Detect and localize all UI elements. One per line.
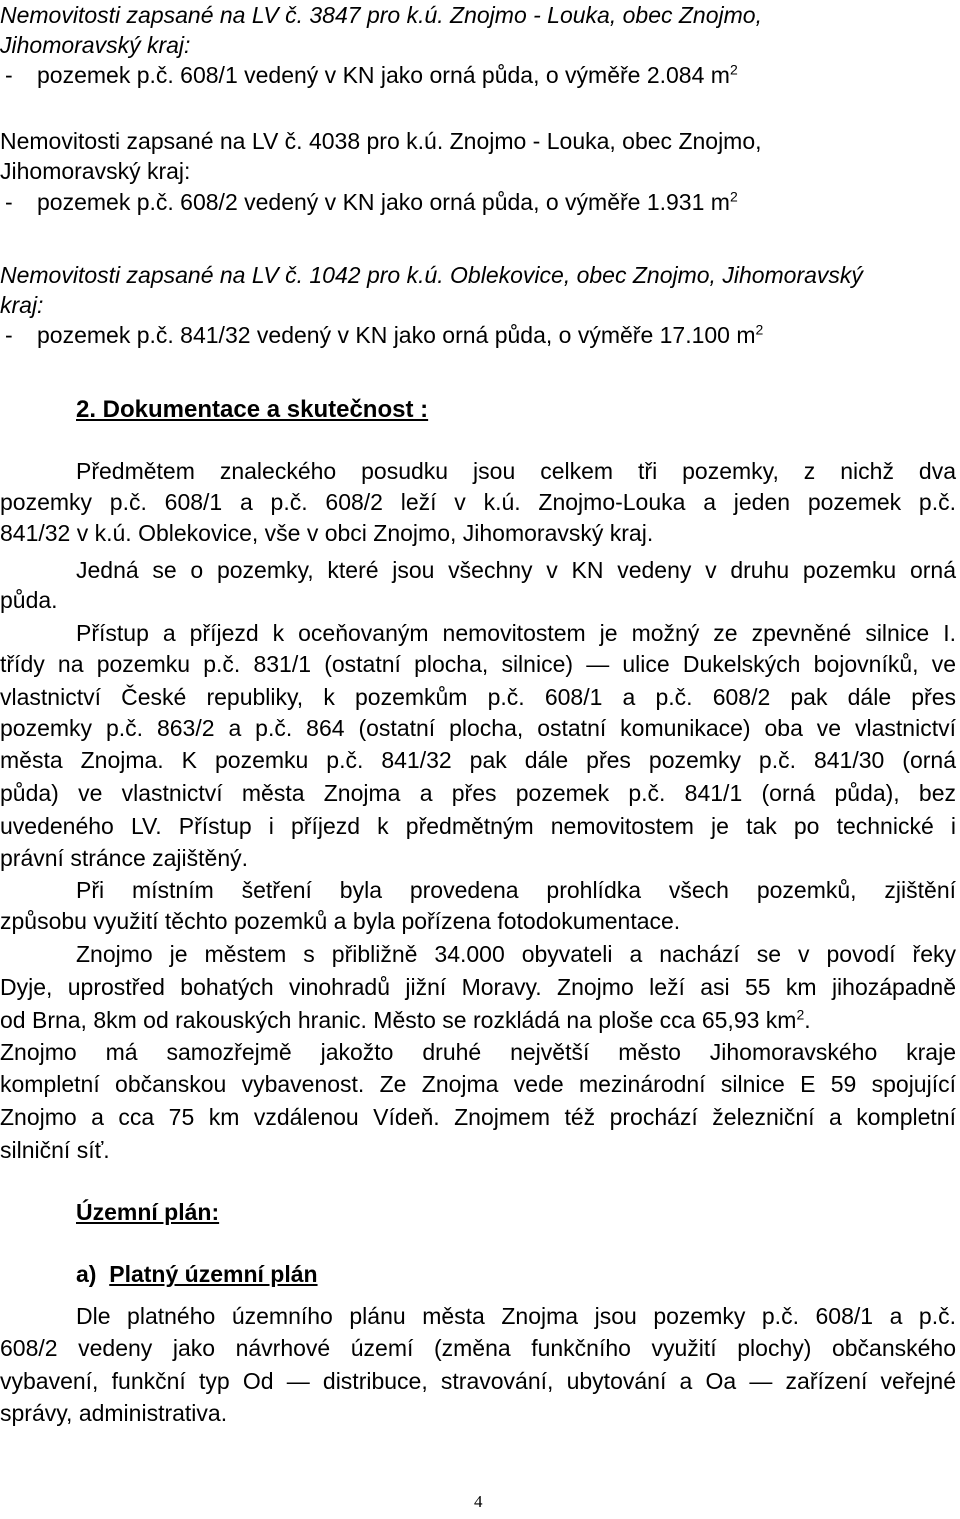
property-1-header-line1: Nemovitosti zapsané na LV č. 3847 pro k.ú. Znojmo - Louka, obec Znojmo, — [0, 2, 762, 28]
property-3-header-line2: kraj: — [0, 292, 44, 318]
section-2-p5-line1: Znojmo je městem s přibližně 34.000 obyvateli a nachází se v povodí řeky — [76, 941, 956, 967]
section-2-p1-line1: Předmětem znaleckého posudku jsou celkem tři pozemky, z nichž dva — [76, 458, 956, 484]
plan-p1-line3: vybavení, funkční typ Od — distribuce, stravování, ubytování a Oa — zařízení veřejné — [0, 1368, 956, 1394]
plan-p1-line2: 608/2 vedeny jako návrhové území (změna funkčního využití plochy) občanského — [0, 1335, 956, 1361]
property-1-header-line2: Jihomoravský kraj: — [0, 32, 191, 58]
section-2-p3-line3: vlastnictví České republiky, k pozemkům p.č. 608/1 a p.č. 608/2 pak dále přes — [0, 684, 956, 710]
section-2-p3-line7: uvedeného LV. Přístup i příjezd k předmětným nemovitostem je tak po technické i — [0, 813, 956, 839]
section-2-p2-line1: Jedná se o pozemky, které jsou všechny v KN vedeny v druhu pozemku orná — [76, 557, 956, 583]
section-2-p3-line4: pozemky p.č. 863/2 a p.č. 864 (ostatní plocha, ostatní komunikace) oba ve vlastnictví — [0, 715, 956, 741]
section-2-p4-line1: Při místním šetření byla provedena prohlídka všech pozemků, zjištění — [76, 877, 956, 903]
section-2-p1-line2: pozemky p.č. 608/1 a p.č. 608/2 leží v k.ú. Znojmo-Louka a jeden pozemek p.č. — [0, 489, 956, 515]
section-2-p3-line2: třídy na pozemku p.č. 831/1 (ostatní plocha, silnice) — ulice Dukelských bojovníků, ve — [0, 651, 956, 677]
section-2-p5-line7: silniční síť. — [0, 1137, 110, 1163]
property-2-item: pozemek p.č. 608/2 vedený v KN jako orná půda, o výměře 1.931 $m^2$ — [37, 188, 738, 215]
property-2-header-line1: Nemovitosti zapsané na LV č. 4038 pro k.ú. Znojmo - Louka, obec Znojmo, — [0, 128, 762, 154]
property-2-header-line2: Jihomoravský kraj: — [0, 158, 191, 184]
section-2-p1-line3: 841/32 v k.ú. Oblekovice, vše v obci Znojmo, Jihomoravský kraj. — [0, 520, 654, 546]
section-2-p3-line5: města Znojma. K pozemku p.č. 841/32 pak dále přes pozemky p.č. 841/30 (orná — [0, 747, 956, 773]
plan-p1-line4: správy, administrativa. — [0, 1400, 228, 1426]
property-1-dash: - — [5, 62, 13, 88]
section-2-p5-line2: Dyje, uprostřed bohatých vinohradů jižní Moravy. Znojmo leží asi 55 km jihozápadně — [0, 974, 956, 1000]
section-2-heading: 2. Dokumentace a skutečnost : — [76, 396, 429, 423]
property-2-dash: - — [5, 189, 13, 215]
property-3-dash: - — [5, 322, 13, 348]
section-2-p5-line3: od Brna, 8km od rakouských hranic. Město se rozkládá na ploše cca 65,93 $km^2$. — [0, 1006, 811, 1033]
section-2-p4-line2: způsobu využití těchto pozemků a byla pořízena fotodokumentace. — [0, 908, 681, 934]
section-2-p5-line5: kompletní občanskou vybavenost. Ze Znojma vede mezinárodní silnice E 59 spojující — [0, 1071, 956, 1097]
section-2-p5-line6: Znojmo a cca 75 km vzdálenou Vídeň. Znojmem též prochází železniční a kompletní — [0, 1104, 956, 1130]
section-2-p2-line2: půda. — [0, 587, 58, 613]
property-3-item: pozemek p.č. 841/32 vedený v KN jako orná půda, o výměře 17.100 $m^2$ — [37, 321, 764, 348]
property-3-header-line1: Nemovitosti zapsané na LV č. 1042 pro k.ú. Oblekovice, obec Znojmo, Jihomoravský — [0, 262, 863, 288]
section-2-p3-line1: Přístup a příjezd k oceňovaným nemovitostem je možný ze zpevněné silnice I. — [76, 620, 956, 646]
plan-heading: Územní plán: — [76, 1199, 220, 1225]
section-2-p3-line6: půda) ve vlastnictví města Znojma a přes pozemek p.č. 841/1 (orná půda), bez — [0, 780, 956, 806]
plan-p1-line1: Dle platného územního plánu města Znojma jsou pozemky p.č. 608/1 a p.č. — [76, 1303, 956, 1329]
section-2-p5-line4: Znojmo má samozřejmě jakožto druhé největší město Jihomoravského kraje — [0, 1039, 956, 1065]
property-1-item: pozemek p.č. 608/1 vedený v KN jako orná půda, o výměře 2.084 $m^2$ — [37, 61, 738, 88]
page-number: 4 — [474, 1492, 483, 1511]
section-2-p3-line8: právní stránce zajištěný. — [0, 845, 249, 871]
plan-subheading: a) Platný územní plán — [76, 1261, 318, 1287]
